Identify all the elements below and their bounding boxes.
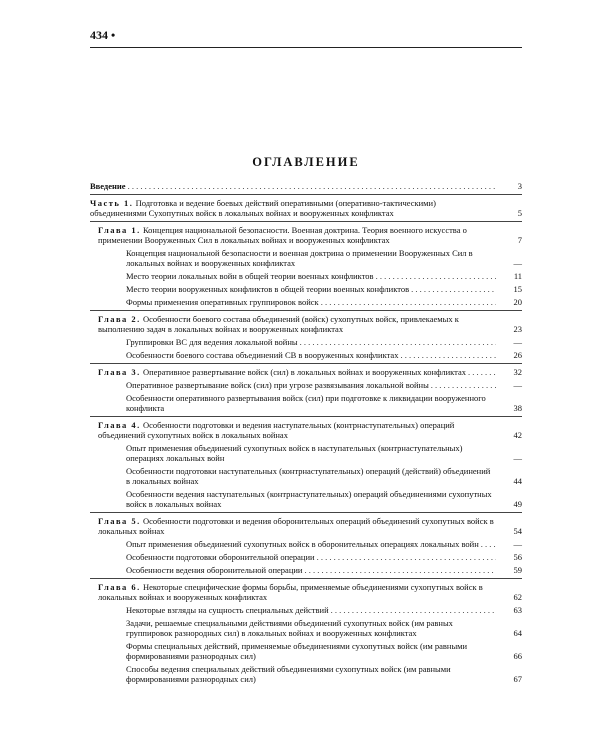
toc-entry-title: Особенности подготовки наступательных (контрнаступательных) операций (действий) объединений в локальных войнах — [126, 466, 491, 486]
toc-chapter-entry[interactable] — [98, 420, 522, 440]
section-divider — [90, 363, 522, 364]
toc-page-number: 64 — [513, 628, 522, 638]
toc-entry-title: Особенности ведения наступательных (контрнаступательных) операций объединениями сухопутных войск в локальных войнах — [126, 489, 492, 509]
toc-entry[interactable] — [126, 466, 522, 486]
toc-entry[interactable] — [126, 565, 522, 575]
toc-chapter-entry[interactable] — [98, 225, 522, 245]
toc-entry-title: Некоторые взгляды на сущность специальных действий — [126, 605, 329, 615]
toc-entry-prefix: Глава 1. — [98, 225, 141, 235]
toc-entry-title: Особенности ведения оборонительной операции — [126, 565, 303, 575]
toc-entry-prefix: Глава 3. — [98, 367, 141, 377]
toc-chapter-entry[interactable] — [98, 516, 522, 536]
toc-entry-title: Подготовка и ведение боевых действий оперативными (оперативно-тактическими) объединениями Сухопутных войск в локальных войнах и вооруженных конфликтах — [90, 198, 436, 218]
toc-entry-title: Способы ведения специальных действий объединениями сухопутных войск (им равными формированиями разнородных сил) — [126, 664, 451, 684]
dot-leader — [411, 284, 496, 294]
toc-entry[interactable] — [126, 552, 522, 562]
toc-entry-title: Концепция национальной безопасности и военная доктрина о применении Вооруженных Сил в локальных войнах и вооруженных конфликтах — [126, 248, 473, 268]
dot-leader — [431, 380, 496, 390]
toc-page-number: 44 — [513, 476, 522, 486]
toc-entry-title: Некоторые специфические формы борьбы, применяемые объединениями сухопутных войск в локальных войнах и вооруженных конфликтах — [98, 582, 483, 602]
toc-entry[interactable] — [126, 380, 522, 390]
toc-entry-title: Оперативное развертывание войск (сил) в локальных войнах и вооруженных конфликтах — [142, 367, 467, 377]
toc-page-number: 32 — [513, 367, 522, 377]
dot-leader — [331, 605, 496, 615]
dot-leader — [300, 337, 496, 347]
toc-entry[interactable] — [126, 350, 522, 360]
toc-entry[interactable] — [126, 248, 522, 268]
dot-leader — [481, 539, 496, 549]
toc-entry-title: Особенности подготовки оборонительной операции — [126, 552, 315, 562]
toc-entry-title: Особенности боевого состава объединений СВ в вооруженных конфликтах — [126, 350, 399, 360]
toc-page-number: 49 — [513, 499, 522, 509]
dot-leader — [321, 297, 496, 307]
dot-leader — [304, 565, 496, 575]
toc-entry[interactable] — [126, 618, 522, 638]
toc-chapter-entry[interactable] — [98, 314, 522, 334]
toc-entry-prefix: Часть 1. — [90, 198, 134, 208]
toc-page-number: — — [513, 380, 522, 390]
section-divider — [90, 221, 522, 222]
dot-leader — [400, 350, 496, 360]
toc-page-number: — — [513, 453, 522, 463]
toc-entry-title: Особенности подготовки и ведения наступательных (контрнаступательных) операций объединений сухопутных войск в локальных войнах — [98, 420, 455, 440]
toc-chapter-entry[interactable] — [98, 582, 522, 602]
toc-entry-title: Опыт применения объединений сухопутных войск в наступательных (контрнаступательных) операциях локальных войн — [126, 443, 463, 463]
toc-page-number: 42 — [513, 430, 522, 440]
toc-page-number: — — [513, 337, 522, 347]
dot-leader — [468, 367, 496, 377]
toc-entry-prefix: Глава 5. — [98, 516, 141, 526]
toc-part-entry[interactable] — [90, 198, 522, 218]
toc-page-number: 59 — [513, 565, 522, 575]
toc-entry-title: Особенности подготовки и ведения оборонительных операций объединений сухопутных войск в локальных войнах — [98, 516, 494, 536]
toc-entry[interactable] — [126, 641, 522, 661]
toc-page-number: 67 — [513, 674, 522, 684]
toc-entry-title: Формы применения оперативных группировок войск — [126, 297, 319, 307]
toc-entry[interactable] — [126, 443, 522, 463]
toc-entry-title: Формы специальных действий, применяемые объединениями сухопутных войск (им равными формированиями разнородных сил) — [126, 641, 468, 661]
toc-entry-prefix: Введение — [90, 181, 126, 191]
toc-page-number: 26 — [513, 350, 522, 360]
toc-page-number: 66 — [513, 651, 522, 661]
toc-entry-prefix: Глава 6. — [98, 582, 141, 592]
toc-entry-title: Опыт применения объединений сухопутных войск в оборонительных операциях локальных войн — [126, 539, 479, 549]
section-divider — [90, 512, 522, 513]
toc-page-number: 56 — [513, 552, 522, 562]
toc-page-number: 15 — [513, 284, 522, 294]
toc-entry-title: Особенности боевого состава объединений (войск) сухопутных войск, привлекаемых к выполнению задач в локальных войнах и вооруженных конфликтах — [98, 314, 459, 334]
toc-entry-title: Задачи, решаемые специальными действиями объединений сухопутных войск (им равных группировок разнородных сил) в локальных войнах и вооруженных конфликтах — [126, 618, 453, 638]
toc-entry[interactable] — [126, 489, 522, 509]
toc-entry[interactable] — [126, 284, 522, 294]
section-divider — [90, 194, 522, 195]
toc-entry[interactable] — [126, 297, 522, 307]
section-divider — [90, 310, 522, 311]
toc-entry[interactable] — [90, 181, 522, 191]
toc-entry[interactable] — [126, 393, 522, 413]
toc-page-number: 62 — [513, 592, 522, 602]
toc-page-number: — — [513, 258, 522, 268]
page-title: ОГЛАВЛЕНИЕ — [252, 155, 360, 169]
toc-entry-title: Место теории локальных войн в общей теории военных конфликтов — [126, 271, 374, 281]
section-divider — [90, 416, 522, 417]
toc-entry-title: Концепция национальной безопасности. Военная доктрина. Теория военного искусства о применении Вооруженных Сил в локальных войнах и вооруженных конфликтах — [98, 225, 467, 245]
toc-page-number: 54 — [513, 526, 522, 536]
dot-leader — [317, 552, 496, 562]
toc-page-number: — — [513, 539, 522, 549]
section-divider — [90, 578, 522, 579]
toc-entry-title: Оперативное развертывание войск (сил) при угрозе развязывания локальной войны — [126, 380, 429, 390]
toc-entry-title: Группировки ВС для ведения локальной войны — [126, 337, 298, 347]
toc-page-number: 38 — [513, 403, 522, 413]
toc-entry[interactable] — [126, 337, 522, 347]
toc-chapter-entry[interactable] — [98, 367, 522, 377]
header-rule — [90, 47, 522, 48]
toc-entry-prefix: Глава 2. — [98, 314, 141, 324]
toc-entry[interactable] — [126, 605, 522, 615]
dot-leader — [376, 271, 496, 281]
toc-page-number: 23 — [513, 324, 522, 334]
page-number: 434 • — [90, 28, 116, 42]
toc-entry-prefix: Глава 4. — [98, 420, 141, 430]
toc-page-number: 5 — [517, 208, 522, 218]
toc-page-number: 63 — [513, 605, 522, 615]
dot-leader — [128, 181, 496, 191]
toc-entry[interactable] — [126, 271, 522, 281]
toc-entry-title: Место теории вооруженных конфликтов в общей теории военных конфликтов — [126, 284, 410, 294]
toc-entry-title: Особенности оперативного развертывания войск (сил) при подготовке к ликвидации вооруженного конфликта — [126, 393, 486, 413]
toc-entry[interactable] — [126, 539, 522, 549]
table-of-contents — [90, 181, 522, 687]
toc-page-number: 3 — [517, 181, 522, 191]
toc-page-number: 11 — [513, 271, 522, 281]
toc-entry[interactable] — [126, 664, 522, 684]
toc-page-number: 20 — [513, 297, 522, 307]
toc-page-number: 7 — [517, 235, 522, 245]
